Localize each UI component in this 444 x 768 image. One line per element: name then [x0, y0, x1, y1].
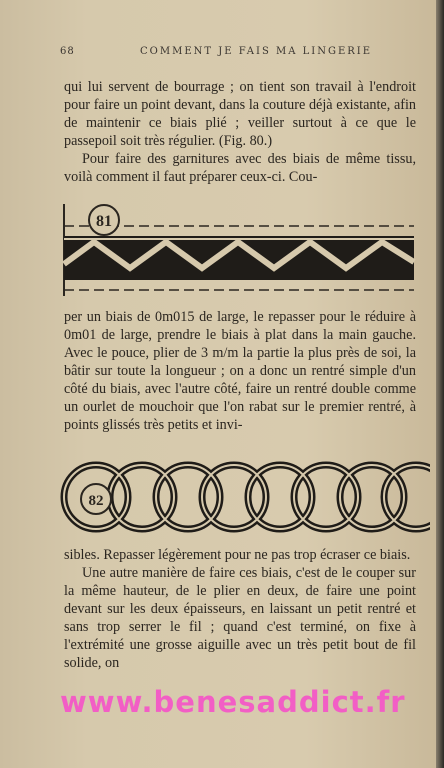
- running-title: COMMENT JE FAIS MA LINGERIE: [140, 46, 373, 57]
- figure-82-label: 82: [88, 493, 104, 509]
- text-block-bottom: [64, 546, 416, 672]
- figure-81-zigzag-bias: [58, 200, 420, 302]
- text-block-middle: [64, 308, 416, 434]
- text-block-top: [64, 78, 416, 186]
- figure-82-ring-chain: [58, 453, 430, 541]
- paragraph-4: sibles. Repasser légèrement pour ne pas trop écraser ce biais.: [64, 547, 411, 563]
- page-edge-shadow: [436, 0, 444, 768]
- page-number: 68: [60, 46, 75, 57]
- paragraph-5: Une autre manière de faire ces biais, c'est de le couper sur la même hauteur, de le plier en deux, de faire une point devant sur les deux épaisseurs, en laissant un petit rentré et sans trop serrer le fil ; quand c'est terminé, on fixe à l'extrémité une grosse aiguille avec un très petit bout de fil solide, on: [64, 565, 416, 671]
- paragraph-2: Pour faire des garnitures avec des biais de même tissu, voilà comment il faut préparer ceux-ci. Cou-: [64, 151, 416, 185]
- figure-81-label: 81: [96, 213, 112, 230]
- paragraph-1: qui lui servent de bourrage ; on tient son travail à l'endroit pour faire un point devant, dans la couture déjà existante, afin de maintenir ce biais plié ; veiller surtout à ce que le passepoil soit très régulier. (Fig. 80.): [64, 79, 416, 149]
- paragraph-3: per un biais de 0m015 de large, le repasser pour le réduire à 0m01 de large, prendre le biais à plat dans la main gauche. Avec le pouce, plier de 3 m/m la partie la plus près de soi, la bâtir sur toute la longueur ; on a donc un rentré simple d'un côté du biais, avec l'autre côté, faire un rentré double comme un ourlet de mouchoir que l'on rabat sur le premier rentré, à points glissés très petits et invi-: [64, 309, 416, 433]
- watermark-url: www.benesaddict.fr: [60, 685, 406, 719]
